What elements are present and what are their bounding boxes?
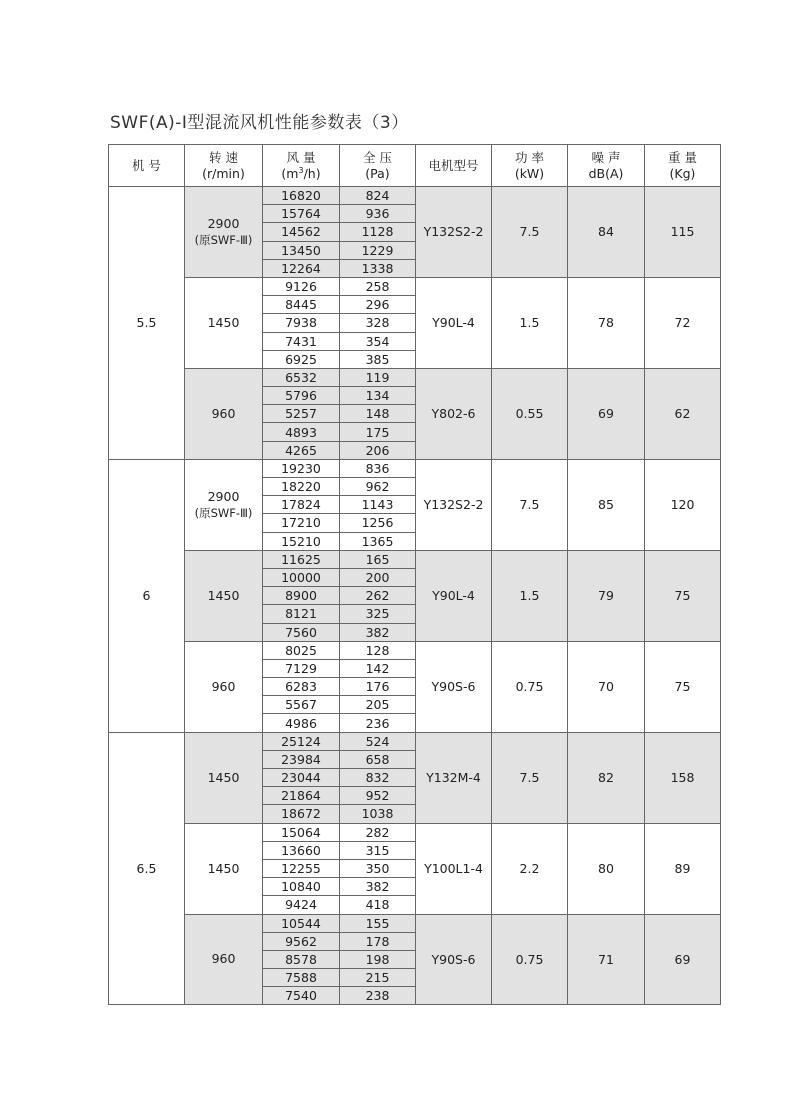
airflow-cell: 7540 bbox=[263, 987, 340, 1005]
speed-cell bbox=[185, 823, 263, 914]
model-number-cell: 5.5 bbox=[109, 187, 185, 460]
pressure-cell: 206 bbox=[340, 441, 416, 459]
header-motor: 电机型号 bbox=[416, 145, 492, 187]
weight-cell: 89 bbox=[645, 823, 721, 914]
speed-value: 1450 bbox=[207, 769, 240, 785]
speed-value: 1450 bbox=[207, 860, 240, 876]
weight-cell: 75 bbox=[645, 641, 721, 732]
airflow-cell: 8900 bbox=[263, 587, 340, 605]
noise-cell: 69 bbox=[568, 368, 645, 459]
power-cell: 2.2 bbox=[492, 823, 568, 914]
pressure-cell: 836 bbox=[340, 459, 416, 477]
motor-model-cell: Y132M-4 bbox=[416, 732, 492, 823]
speed-cell bbox=[185, 277, 263, 368]
airflow-cell: 9424 bbox=[263, 896, 340, 914]
airflow-cell: 16820 bbox=[263, 187, 340, 205]
model-number-cell: 6 bbox=[109, 459, 185, 732]
power-cell: 1.5 bbox=[492, 277, 568, 368]
power-cell: 7.5 bbox=[492, 187, 568, 278]
model-number-cell: 6.5 bbox=[109, 732, 185, 1005]
pressure-cell: 178 bbox=[340, 932, 416, 950]
airflow-cell: 21864 bbox=[263, 787, 340, 805]
pressure-cell: 658 bbox=[340, 750, 416, 768]
noise-cell: 78 bbox=[568, 277, 645, 368]
speed-value: 960 bbox=[211, 951, 236, 967]
pressure-cell: 258 bbox=[340, 277, 416, 295]
airflow-cell: 5257 bbox=[263, 405, 340, 423]
pressure-cell: 142 bbox=[340, 659, 416, 677]
table-row bbox=[109, 550, 721, 568]
airflow-cell: 6532 bbox=[263, 368, 340, 386]
airflow-cell: 10544 bbox=[263, 914, 340, 932]
header-noise: 噪 声 dB(A) bbox=[568, 145, 645, 187]
airflow-cell: 15210 bbox=[263, 532, 340, 550]
airflow-cell: 18220 bbox=[263, 478, 340, 496]
pressure-cell: 382 bbox=[340, 878, 416, 896]
airflow-cell: 23984 bbox=[263, 750, 340, 768]
airflow-cell: 6283 bbox=[263, 678, 340, 696]
table-row bbox=[109, 277, 721, 295]
pressure-cell: 296 bbox=[340, 296, 416, 314]
table-row bbox=[109, 187, 721, 205]
weight-cell: 69 bbox=[645, 914, 721, 1005]
airflow-cell: 8578 bbox=[263, 950, 340, 968]
header-model: 机 号 bbox=[109, 145, 185, 187]
motor-model-cell: Y100L1-4 bbox=[416, 823, 492, 914]
noise-cell: 85 bbox=[568, 459, 645, 550]
airflow-cell: 4265 bbox=[263, 441, 340, 459]
motor-model-cell: Y90S-6 bbox=[416, 641, 492, 732]
power-cell: 0.75 bbox=[492, 641, 568, 732]
airflow-cell: 17824 bbox=[263, 496, 340, 514]
airflow-cell: 4893 bbox=[263, 423, 340, 441]
motor-model-cell: Y132S2-2 bbox=[416, 187, 492, 278]
speed-value: 960 bbox=[211, 405, 236, 421]
pressure-cell: 282 bbox=[340, 823, 416, 841]
power-cell: 7.5 bbox=[492, 459, 568, 550]
speed-note: (原SWF-Ⅲ) bbox=[194, 505, 253, 520]
pressure-cell: 350 bbox=[340, 859, 416, 877]
pressure-cell: 238 bbox=[340, 987, 416, 1005]
airflow-cell: 6925 bbox=[263, 350, 340, 368]
pressure-cell: 119 bbox=[340, 368, 416, 386]
pressure-cell: 200 bbox=[340, 568, 416, 586]
airflow-cell: 25124 bbox=[263, 732, 340, 750]
airflow-cell: 12255 bbox=[263, 859, 340, 877]
pressure-cell: 1256 bbox=[340, 514, 416, 532]
airflow-cell: 8121 bbox=[263, 605, 340, 623]
power-cell: 7.5 bbox=[492, 732, 568, 823]
power-cell: 0.75 bbox=[492, 914, 568, 1005]
table-header-row bbox=[109, 145, 721, 187]
pressure-cell: 328 bbox=[340, 314, 416, 332]
noise-cell: 80 bbox=[568, 823, 645, 914]
airflow-cell: 13660 bbox=[263, 841, 340, 859]
speed-cell bbox=[185, 732, 263, 823]
weight-cell: 75 bbox=[645, 550, 721, 641]
speed-value: 960 bbox=[211, 678, 236, 694]
motor-model-cell: Y90L-4 bbox=[416, 550, 492, 641]
airflow-cell: 8025 bbox=[263, 641, 340, 659]
airflow-cell: 13450 bbox=[263, 241, 340, 259]
document-title: SWF(A)-Ⅰ型混流风机性能参数表（3） bbox=[110, 113, 409, 133]
header-speed: 转 速 (r/min) bbox=[185, 145, 263, 187]
noise-cell: 70 bbox=[568, 641, 645, 732]
airflow-cell: 7129 bbox=[263, 659, 340, 677]
speed-value: 2900 bbox=[207, 488, 240, 504]
pressure-cell: 325 bbox=[340, 605, 416, 623]
airflow-cell: 7938 bbox=[263, 314, 340, 332]
pressure-cell: 524 bbox=[340, 732, 416, 750]
airflow-cell: 12264 bbox=[263, 259, 340, 277]
airflow-cell: 7560 bbox=[263, 623, 340, 641]
pressure-cell: 1229 bbox=[340, 241, 416, 259]
pressure-cell: 1338 bbox=[340, 259, 416, 277]
pressure-cell: 148 bbox=[340, 405, 416, 423]
power-cell: 1.5 bbox=[492, 550, 568, 641]
motor-model-cell: Y90L-4 bbox=[416, 277, 492, 368]
pressure-cell: 155 bbox=[340, 914, 416, 932]
pressure-cell: 962 bbox=[340, 478, 416, 496]
header-power: 功 率 (kW) bbox=[492, 145, 568, 187]
header-pressure: 全 压 (Pa) bbox=[340, 145, 416, 187]
airflow-cell: 23044 bbox=[263, 769, 340, 787]
speed-cell bbox=[185, 368, 263, 459]
pressure-cell: 236 bbox=[340, 714, 416, 732]
airflow-cell: 14562 bbox=[263, 223, 340, 241]
table-row bbox=[109, 823, 721, 841]
pressure-cell: 832 bbox=[340, 769, 416, 787]
table-row bbox=[109, 641, 721, 659]
weight-cell: 115 bbox=[645, 187, 721, 278]
pressure-cell: 1038 bbox=[340, 805, 416, 823]
airflow-cell: 11625 bbox=[263, 550, 340, 568]
pressure-cell: 128 bbox=[340, 641, 416, 659]
airflow-cell: 18672 bbox=[263, 805, 340, 823]
weight-cell: 72 bbox=[645, 277, 721, 368]
weight-cell: 120 bbox=[645, 459, 721, 550]
pressure-cell: 215 bbox=[340, 969, 416, 987]
pressure-cell: 824 bbox=[340, 187, 416, 205]
speed-cell bbox=[185, 459, 263, 550]
airflow-cell: 8445 bbox=[263, 296, 340, 314]
power-cell: 0.55 bbox=[492, 368, 568, 459]
airflow-cell: 4986 bbox=[263, 714, 340, 732]
speed-cell bbox=[185, 187, 263, 278]
airflow-cell: 7588 bbox=[263, 969, 340, 987]
airflow-cell: 15064 bbox=[263, 823, 340, 841]
speed-value: 1450 bbox=[207, 587, 240, 603]
airflow-cell: 10000 bbox=[263, 568, 340, 586]
speed-cell bbox=[185, 550, 263, 641]
pressure-cell: 315 bbox=[340, 841, 416, 859]
pressure-cell: 1143 bbox=[340, 496, 416, 514]
pressure-cell: 262 bbox=[340, 587, 416, 605]
airflow-cell: 5796 bbox=[263, 387, 340, 405]
pressure-cell: 175 bbox=[340, 423, 416, 441]
airflow-cell: 9126 bbox=[263, 277, 340, 295]
pressure-cell: 134 bbox=[340, 387, 416, 405]
airflow-cell: 5567 bbox=[263, 696, 340, 714]
speed-note: (原SWF-Ⅲ) bbox=[194, 232, 253, 247]
table-row bbox=[109, 459, 721, 477]
motor-model-cell: Y802-6 bbox=[416, 368, 492, 459]
pressure-cell: 936 bbox=[340, 205, 416, 223]
motor-model-cell: Y90S-6 bbox=[416, 914, 492, 1005]
airflow-cell: 10840 bbox=[263, 878, 340, 896]
pressure-cell: 382 bbox=[340, 623, 416, 641]
table-body bbox=[109, 187, 721, 1005]
noise-cell: 82 bbox=[568, 732, 645, 823]
pressure-cell: 1128 bbox=[340, 223, 416, 241]
pressure-cell: 165 bbox=[340, 550, 416, 568]
pressure-cell: 418 bbox=[340, 896, 416, 914]
airflow-cell: 7431 bbox=[263, 332, 340, 350]
noise-cell: 71 bbox=[568, 914, 645, 1005]
airflow-cell: 19230 bbox=[263, 459, 340, 477]
noise-cell: 84 bbox=[568, 187, 645, 278]
pressure-cell: 385 bbox=[340, 350, 416, 368]
motor-model-cell: Y132S2-2 bbox=[416, 459, 492, 550]
speed-value: 1450 bbox=[207, 314, 240, 330]
header-flow: 风 量 $(m^3/h)$ bbox=[263, 145, 340, 187]
performance-table bbox=[108, 144, 721, 1005]
pressure-cell: 1365 bbox=[340, 532, 416, 550]
weight-cell: 158 bbox=[645, 732, 721, 823]
noise-cell: 79 bbox=[568, 550, 645, 641]
table-row bbox=[109, 368, 721, 386]
pressure-cell: 198 bbox=[340, 950, 416, 968]
pressure-cell: 176 bbox=[340, 678, 416, 696]
pressure-cell: 952 bbox=[340, 787, 416, 805]
table-row bbox=[109, 732, 721, 750]
pressure-cell: 205 bbox=[340, 696, 416, 714]
airflow-cell: 17210 bbox=[263, 514, 340, 532]
speed-value: 2900 bbox=[207, 215, 240, 231]
pressure-cell: 354 bbox=[340, 332, 416, 350]
speed-cell bbox=[185, 641, 263, 732]
speed-cell bbox=[185, 914, 263, 1005]
airflow-cell: 15764 bbox=[263, 205, 340, 223]
airflow-cell: 9562 bbox=[263, 932, 340, 950]
weight-cell: 62 bbox=[645, 368, 721, 459]
table-row bbox=[109, 914, 721, 932]
header-weight: 重 量 (Kg) bbox=[645, 145, 721, 187]
